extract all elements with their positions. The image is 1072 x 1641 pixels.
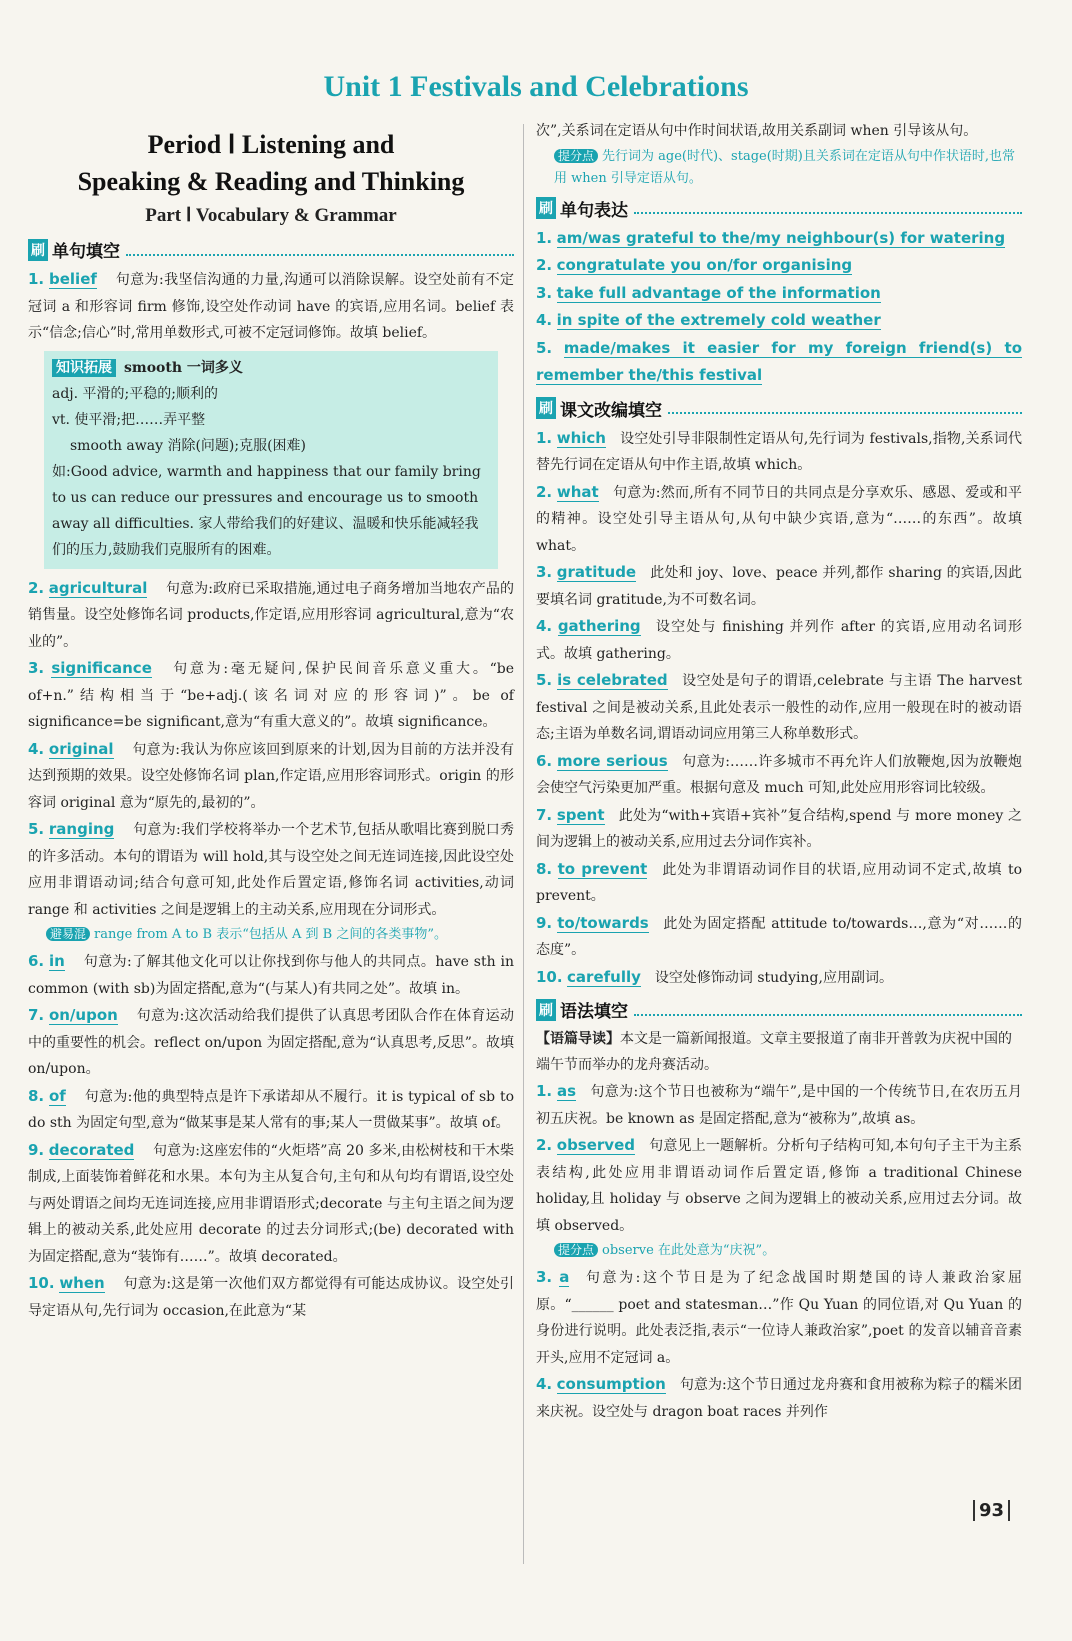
section-tag: 刷 [28, 239, 48, 261]
item-explanation: 句意为:我认为你应该回到原来的计划,因为目前的方法并没有达到预期的效果。设空处修饰名词 plan,作定语,应用形容词形式。origin 的形容词 original 意为“原先的,最初的”。 [28, 741, 514, 811]
item-answer: congratulate you on/for organising [556, 256, 853, 274]
item-number: 2. [536, 1136, 553, 1154]
answer-item [536, 910, 1022, 964]
dotted-rule [634, 202, 1022, 214]
answer-item [28, 266, 514, 347]
note-label: 提分点 [554, 1243, 598, 1257]
expression-item [536, 252, 1022, 280]
right-column [536, 118, 1022, 1425]
item-number: 4. [536, 311, 553, 329]
item-number: 9. [536, 913, 553, 932]
item-number: 3. [28, 659, 45, 677]
section-title: 课文改编填空 [560, 400, 662, 421]
item-explanation: 句意见上一题解析。分析句子结构可知,本句句子主干为主系表结构,此处应用非谓语动词作后置定语,修饰 a traditional Chinese holiday,且 holiday 与 observe 之间为逻辑上的被动关系,应用过去分词。故填 observed。 [536, 1138, 1022, 1234]
answer-item [536, 964, 1022, 992]
dotted-rule [126, 244, 514, 256]
item-answer: is celebrated [557, 671, 668, 689]
item-answer: to prevent [557, 859, 648, 878]
answer-item [28, 575, 514, 656]
item-explanation: 此处为固定搭配 attitude to/towards…,意为“对……的态度”。 [536, 915, 1022, 958]
extension-label: 知识拓展 [52, 359, 116, 377]
answer-item [536, 559, 1022, 613]
note-label: 提分点 [554, 149, 598, 163]
item-number: 3. [536, 563, 553, 581]
item-answer: more serious [557, 751, 668, 770]
item-explanation: 句意为:这是第一次他们双方都觉得有可能达成协议。设空处引导定语从句,先行词为 occasion,在此意为“某 [28, 1276, 515, 1319]
item-answer: in [49, 952, 65, 970]
item-number: 1. [536, 428, 553, 447]
extension-line: smooth away 消除(问题);克服(困难) [70, 437, 307, 454]
item-explanation: 句意为:……许多城市不再允许人们放鞭炮,因为放鞭炮会使空气污染更加严重。根据句意及 much 可知,此处应用形容词比较级。 [536, 753, 1023, 796]
note-text: 先行词为 age(时代)、stage(时期)且关系词在定语从句中作状语时,也常用 when 引导定语从句。 [554, 148, 1015, 186]
item-number: 6. [536, 751, 553, 770]
item-number: 9. [28, 1140, 45, 1159]
item-explanation: 句意为:政府已采取措施,通过电子商务增加当地农产品的销售量。设空处修饰名词 products,作定语,应用形容词 agricultural,意为“农业的”。 [28, 580, 515, 650]
item-answer: on/upon [48, 1006, 118, 1024]
answer-item [28, 1002, 514, 1083]
item-number: 7. [536, 805, 553, 824]
period-title-line1: Period Ⅰ Listening and [147, 130, 395, 159]
answer-item [536, 1132, 1022, 1239]
item-answer: observed [556, 1136, 635, 1154]
item-number: 5. [536, 338, 553, 357]
item-answer: significance [51, 659, 152, 677]
part-title: Part Ⅰ Vocabulary & Grammar [145, 205, 397, 226]
item-answer: gratitude [556, 563, 637, 581]
answer-item [536, 667, 1022, 748]
item-answer: ranging [48, 820, 115, 838]
item-number: 5. [28, 820, 45, 838]
item-explanation: 句意为:这个节日也被称为“端午”,是中国的一个传统节日,在农历五月初五庆祝。be known as 是固定搭配,意为“被称为”,故填 as。 [536, 1084, 1022, 1127]
item-explanation: 设空处修饰动词 studying,应用副词。 [654, 969, 893, 986]
expression-item [536, 280, 1022, 308]
item-explanation: 句意为:然而,所有不同节日的共同点是分享欢乐、感恩、爱或和平的精神。设空处引导主语从句,从句中缺少宾语,意为“……的东西”。故填 what。 [536, 484, 1023, 554]
item-explanation: 此处为非谓语动词作目的状语,应用动词不定式,故填 to prevent。 [536, 861, 1022, 904]
guide-label: 【语篇导读】 [536, 1031, 620, 1047]
score-point-note [554, 1239, 1022, 1262]
item-number: 2. [536, 482, 553, 501]
answer-item [28, 1270, 514, 1324]
item-number: 4. [536, 1375, 553, 1393]
item-answer: which [556, 428, 606, 447]
passage-guide [536, 1026, 1022, 1078]
note-text: observe 在此处意为“庆祝”。 [602, 1243, 776, 1258]
item-number: 4. [28, 739, 45, 758]
item-number: 7. [28, 1006, 45, 1024]
dotted-rule [668, 402, 1022, 414]
item-answer: belief [49, 270, 97, 288]
item-number: 2. [536, 256, 553, 274]
item-number: 6. [28, 952, 45, 970]
item-answer: carefully [567, 967, 641, 986]
item-number: 8. [536, 859, 553, 878]
section-tag: 刷 [536, 999, 556, 1021]
item-explanation: 句意为:我们学校将举办一个艺术节,包括从歌唱比赛到脱口秀的许多活动。本句的谓语为 will hold,其与设空处之间无连词连接,因此设空处应用非谓语动词;结合句意可知,此处作后置定语,修饰名词 activities,动词 range 和 activities 之间是逻辑上的主动关系,应用现在分词形式。 [28, 822, 515, 918]
section-fill-blank [28, 237, 514, 262]
item-explanation: 句意为:了解其他文化可以让你找到你与他人的共同点。have sth in common (with sb)为固定搭配,意为“(与某人)有共同之处”。故填 in。 [28, 954, 514, 997]
section-title: 单句表达 [560, 200, 628, 221]
section-tag: 刷 [536, 397, 556, 419]
item-answer: to/towards [557, 913, 649, 932]
item-answer: am/was grateful to the/my neighbour(s) for watering [556, 228, 1006, 247]
answer-item [536, 856, 1022, 910]
section-grammar-fill [536, 997, 1022, 1022]
item-explanation: 设空处引导非限制性定语从句,先行词为 festivals,指物,关系词代替先行词在定语从句中作主语,故填 which。 [536, 430, 1022, 473]
note-label: 避易混 [46, 927, 90, 941]
item-answer: a [559, 1268, 570, 1286]
item-number: 4. [536, 617, 553, 635]
answer-item [28, 655, 514, 736]
extension-title: smooth 一词多义 [124, 359, 243, 376]
section-title: 单句填空 [52, 242, 120, 262]
answer-item [28, 1137, 514, 1271]
expression-item [536, 335, 1022, 390]
item-answer: as [556, 1082, 577, 1100]
item-answer: original [48, 739, 114, 758]
item-explanation: 设空处与 finishing 并列作 after 的宾语,应用动名词形式。故填 gathering。 [536, 619, 1023, 662]
score-point-note [554, 145, 1022, 190]
answer-item [536, 479, 1022, 560]
section-sentence-expression [536, 196, 1022, 221]
answer-item [536, 1371, 1022, 1425]
item-explanation: 句意为:他的典型特点是许下承诺却从不履行。it is typical of sb to do sth 为固定句型,意为“做某事是某人常有的事;某人一贯做某事”。故填 of。 [28, 1088, 515, 1131]
section-title: 语法填空 [560, 1002, 628, 1022]
left-column [28, 118, 514, 1324]
knowledge-extension-box [44, 351, 498, 569]
item-answer: what [556, 482, 599, 501]
expression-item [536, 307, 1022, 335]
item-explanation: 此处为“with+宾语+宾补”复合结构,spend 与 more money 之间为逻辑上的被动关系,应用过去分词作宾补。 [536, 807, 1022, 850]
answer-item [536, 1078, 1022, 1132]
unit-title: Unit 1 Festivals and Celebrations [323, 70, 749, 103]
item-number: 3. [536, 283, 553, 302]
answer-item [28, 1083, 514, 1137]
section-text-adaptation [536, 396, 1022, 421]
item-explanation: 此处和 joy、love、peace 并列,都作 sharing 的宾语,因此要填名词 gratitude,为不可数名词。 [536, 565, 1022, 608]
expression-item [536, 225, 1022, 253]
item-answer: consumption [556, 1375, 666, 1393]
answer-item [28, 948, 514, 1002]
item-answer: made/makes it easier for my foreign friend(s) to remember the/this festival [536, 338, 1022, 384]
page-number: 93 [973, 1500, 1010, 1521]
item-answer: when [59, 1274, 105, 1292]
item-number: 8. [28, 1086, 45, 1105]
extension-line: adj. 平滑的;平稳的;顺利的 [52, 385, 218, 402]
extension-line: vt. 使平滑;把……弄平整 [52, 411, 206, 428]
item-number: 10. [28, 1274, 55, 1292]
item-explanation: 句意为:这座宏伟的“火炬塔”高 20 多米,由松树枝和干木柴制成,上面装饰着鲜花和水果。本句为主从复合句,主句和从句均有谓语,设空处与两处谓语之间均无连词连接,应用非谓语形式;decorate 与主句主语之间为逻辑上的被动关系,此处应用 decorate 的过去分词形式;(be) decorated with 为固定搭配,意为“装饰有……”。故填 decorated。 [28, 1142, 515, 1265]
answer-item [28, 736, 514, 817]
answer-item [536, 802, 1022, 856]
period-title [28, 126, 514, 200]
dotted-rule [634, 1004, 1022, 1016]
confusion-note [46, 923, 514, 946]
item-number: 1. [536, 228, 553, 247]
item-answer: spent [556, 805, 605, 824]
continued-text: 次”,关系词在定语从句中作时间状语,故用关系副词 when 引导该从句。 [536, 123, 978, 139]
item-answer: gathering [557, 617, 641, 635]
item-answer: take full advantage of the information [556, 283, 881, 302]
item-number: 3. [536, 1268, 553, 1286]
note-text: range from A to B 表示“包括从 A 到 B 之间的各类事物”。 [94, 927, 447, 942]
item-explanation: 句意为:我坚信沟通的力量,沟通可以消除误解。设空处前有不定冠词 a 和形容词 firm 修饰,设空处作动词 have 的宾语,应用名词。belief 表示“信念;信心”时,常用单数形式,可被不定冠词修饰。故填 belief。 [28, 272, 515, 341]
answer-item [536, 748, 1022, 802]
item-answer: decorated [48, 1140, 135, 1159]
item-explanation: 句意为:这次活动给我们提供了认真思考团队合作在体育运动中的重要性的机会。reflect on/upon 为固定搭配,意为“认真思考,反思”。故填 on/upon。 [28, 1008, 515, 1077]
answer-item [536, 425, 1022, 479]
item-number: 1. [28, 270, 45, 288]
item-explanation: 句意为:毫无疑问,保护民间音乐意义重大。“be of+n.”结构相当于“be+adj.(该名词对应的形容词)”。be of significance=be significant,意为“有重大意义的”。故填 significance。 [28, 661, 514, 730]
item-explanation: 句意为:这个节日通过龙舟赛和食用被称为粽子的糯米团来庆祝。设空处与 dragon boat races 并列作 [536, 1377, 1023, 1420]
answer-item [536, 1264, 1022, 1371]
column-divider [523, 124, 524, 1564]
period-title-line2: Speaking & Reading and Thinking [77, 167, 465, 196]
item-number: 1. [536, 1082, 553, 1100]
item-answer: agricultural [48, 578, 148, 597]
guide-text: 本文是一篇新闻报道。文章主要报道了南非开普敦为庆祝中国的端午节而举办的龙舟赛活动。 [536, 1031, 1012, 1073]
answer-item [536, 613, 1022, 667]
item-explanation: 句意为:这个节日是为了纪念战国时期楚国的诗人兼政治家屈原。“______ poet and statesman…”作 Qu Yuan 的同位语,对 Qu Yuan 的身份进行说明。此处表泛指,表示“一位诗人兼政治家”,poet 的发音以辅音音素开头,应用不定冠词 a。 [536, 1270, 1022, 1366]
extension-example: 如:Good advice, warmth and happiness that our family bring to us can reduce our pressures and encourage us to smooth away all difficulties. 家人带给我们的好建议、温暖和快乐能减轻我们的压力,鼓励我们克服所有的困难。 [52, 463, 481, 558]
item-explanation: 设空处是句子的谓语,celebrate 与主语 The harvest festival 之间是被动关系,且此处表示一般性的动作,应用一般现在时的被动语态;主语为单数名词,谓语动词应用第三人称单数形式。 [536, 673, 1022, 742]
item-answer: in spite of the extremely cold weather [556, 311, 881, 329]
item-answer: of [48, 1086, 66, 1105]
answer-item [28, 816, 514, 923]
section-tag: 刷 [536, 197, 556, 219]
item-number: 5. [536, 671, 553, 689]
item-number: 10. [536, 967, 563, 986]
item-number: 2. [28, 578, 45, 597]
